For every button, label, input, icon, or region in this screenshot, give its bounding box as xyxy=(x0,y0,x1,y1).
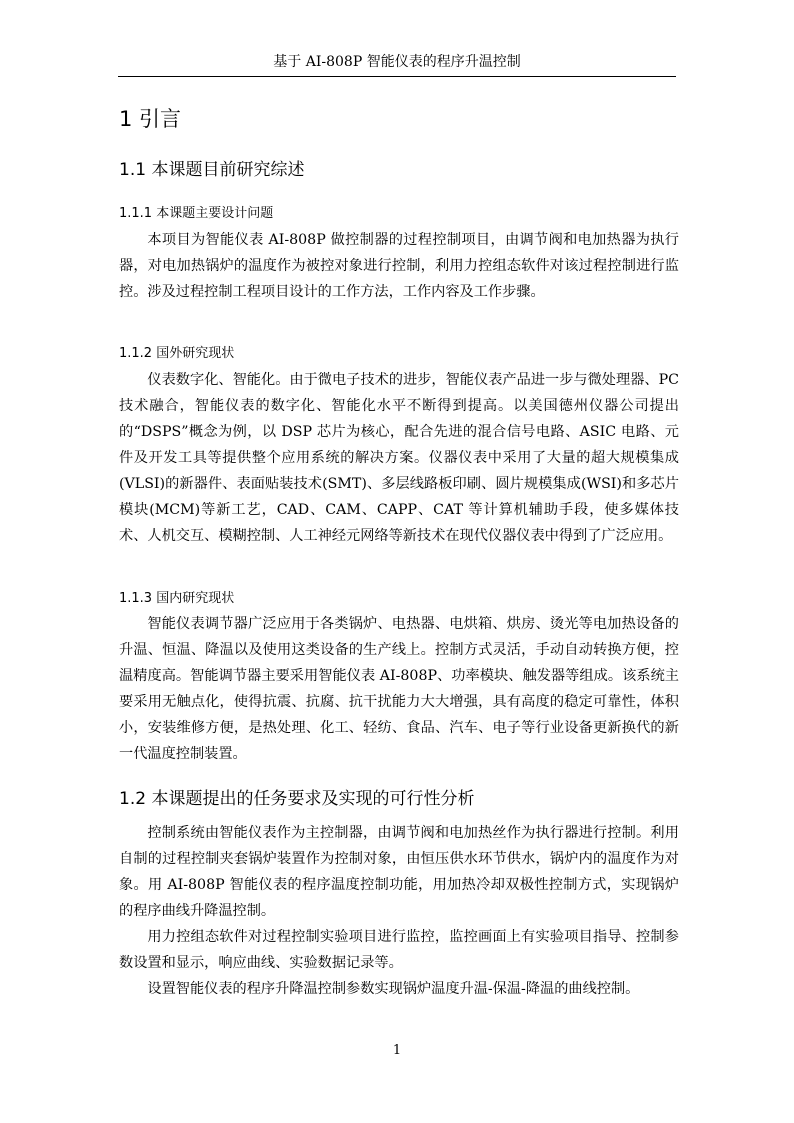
section-1-2-paragraph-1: 控制系统由智能仪表作为主控制器，由调节阀和电加热丝作为执行器进行控制。利用自制的过程控制夹套锅炉装置作为控制对象，由恒压供水环节供水，锅炉内的温度作为对象。用 AI-808P 智能仪表的程序温度控制功能，用加热冷却双极性控制方式，实现锅炉的程序曲线升降温控制。 xyxy=(119,825,679,919)
section-1-1-3-paragraph: 智能仪表调节器广泛应用于各类锅炉、电热器、电烘箱、烘房、烫光等电加热设备的升温、恒温、降温以及使用这类设备的生产线上。控制方式灵活，手动自动转换方便，控温精度高。智能调节器主要采用智能仪表 AI-808P、功率模块、触发器等组成。该系统主要采用无触点化，使得抗震、抗腐、抗干扰能力大大增强，具有高度的稳定可靠性，体积小，安装维修方便，是热处理、化工、轻纺、食品、汽车、电子等行业设备更新换代的新一代温度控制装置。 xyxy=(119,616,679,762)
section-1-1-2-heading: 1.1.2 国外研究现状 xyxy=(119,346,235,361)
section-1-1-3-heading: 1.1.3 国内研究现状 xyxy=(119,591,235,606)
section-1-2-paragraph-3: 设置智能仪表的程序升降温控制参数实现锅炉温度升温-保温-降温的曲线控制。 xyxy=(147,981,640,997)
page-number: 1 xyxy=(392,1043,402,1058)
section-1-heading: 1 引言 xyxy=(119,107,182,131)
section-1-2-heading: 1.2 本课题提出的任务要求及实现的可行性分析 xyxy=(119,789,475,809)
section-1-1-heading: 1.1 本课题目前研究综述 xyxy=(119,160,305,180)
running-header: 基于 AI-808P 智能仪表的程序升温控制 xyxy=(273,54,521,70)
section-1-2-paragraph-2: 用力控组态软件对过程控制实验项目进行监控，监控画面上有实验项目指导、控制参数设置和显示，响应曲线、实验数据记录等。 xyxy=(119,929,679,971)
section-1-1-2-paragraph: 仪表数字化、智能化。由于微电子技术的进步，智能仪表产品进一步与微处理器、PC 技术融合，智能仪表的数字化、智能化水平不断得到提高。以美国德州仪器公司提出的“DSPS”概念为例，以 DSP 芯片为核心，配合先进的混合信号电路、ASIC 电路、元件及开发工具等提供整个应用系统的解决方案。仪器仪表中采用了大量的超大规模集成(VLSI)的新器件、表面贴装技术(SMT)、多层线路板印刷、圆片规模集成(WSI)和多芯片模块(MCM)等新工艺，CAD、CAM、CAPP、CAT 等计算机辅助手段，使多媒体技术、人机交互、模糊控制、人工神经元网络等新技术在现代仪器仪表中得到了广泛应用。 xyxy=(119,372,679,544)
header-rule xyxy=(118,76,676,77)
section-1-1-1-paragraph: 本项目为智能仪表 AI-808P 做控制器的过程控制项目，由调节阀和电加热器为执行器，对电加热锅炉的温度作为被控对象进行控制，利用力控组态软件对该过程控制进行监控。涉及过程控制工程项目设计的工作方法，工作内容及工作步骤。 xyxy=(119,232,679,300)
section-1-1-1-heading: 1.1.1 本课题主要设计问题 xyxy=(119,206,274,221)
